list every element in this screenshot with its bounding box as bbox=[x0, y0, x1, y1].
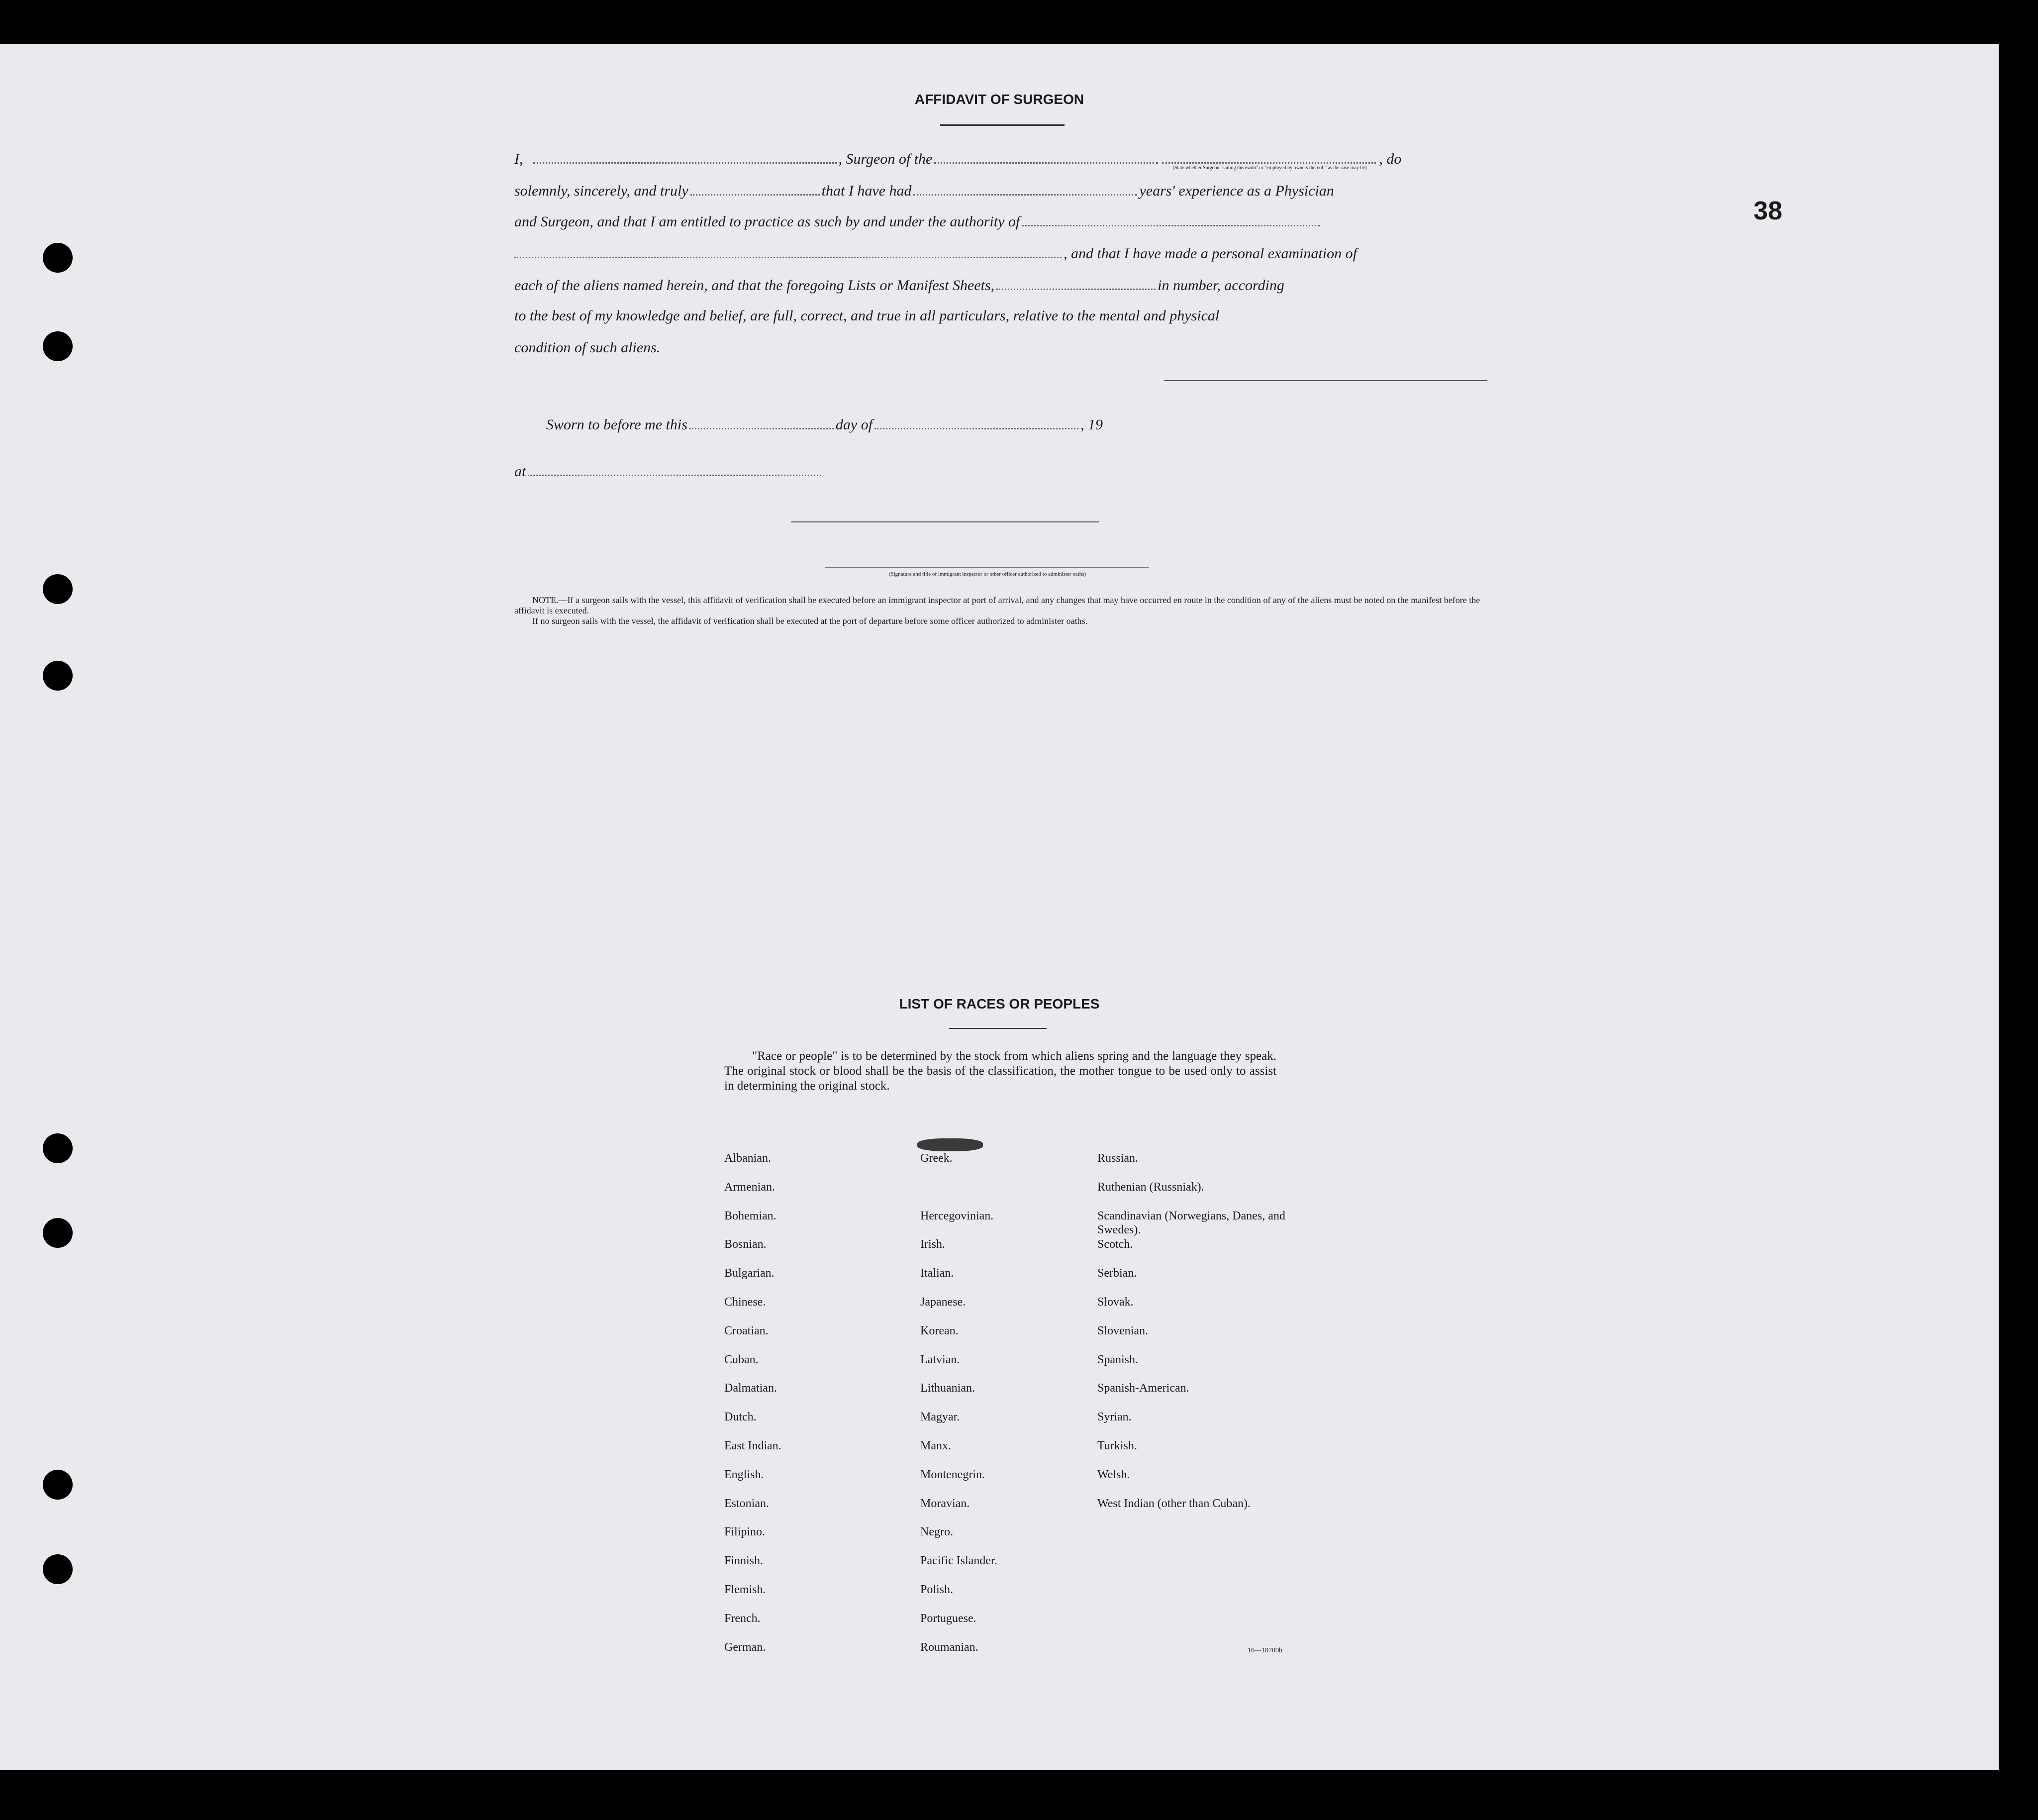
race-item: Syrian. bbox=[1097, 1411, 1132, 1424]
oath-type-field[interactable] bbox=[690, 181, 820, 196]
race-item: Estonian. bbox=[724, 1497, 769, 1510]
punch-hole bbox=[43, 331, 73, 361]
affidavit-line-2: solemnly, sincerely, and truly that I have had years' experience as a Physician bbox=[514, 181, 1489, 201]
surgeon-status-note: (State whether Surgeon "sailing therewith" or "employed by owners thereof," as the case may be) bbox=[1172, 165, 1367, 171]
redaction-smudge bbox=[917, 1138, 983, 1151]
authority-field[interactable] bbox=[1022, 212, 1320, 226]
official-line[interactable] bbox=[791, 521, 1099, 522]
race-item: Lithuanian. bbox=[920, 1382, 975, 1395]
race-item: West Indian (other than Cuban). bbox=[1097, 1497, 1251, 1510]
affidavit-line-7: condition of such aliens. bbox=[514, 339, 661, 356]
race-item: East Indian. bbox=[724, 1439, 781, 1452]
race-item: Moravian. bbox=[920, 1497, 970, 1510]
affidavit-line-3: and Surgeon, and that I am entitled to practice as such by and under the authority of bbox=[514, 212, 1489, 231]
sworn-month-field[interactable] bbox=[874, 415, 1078, 429]
race-item: Montenegrin. bbox=[920, 1468, 985, 1481]
affidavit-line-5: each of the aliens named herein, and that the foregoing Lists or Manifest Sheets, in number, according bbox=[514, 276, 1489, 295]
race-item: Roumanian. bbox=[920, 1640, 978, 1654]
note-paragraph-2: If no surgeon sails with the vessel, the affidavit of verification shall be executed at the port of departure before some officer authorized to administer oaths. bbox=[532, 616, 1088, 626]
race-item: German. bbox=[724, 1640, 766, 1654]
race-item: French. bbox=[724, 1612, 761, 1625]
race-item: Polish. bbox=[920, 1583, 954, 1596]
race-item: Irish. bbox=[920, 1238, 945, 1251]
years-experience-field[interactable] bbox=[913, 181, 1137, 196]
race-item: Spanish-American. bbox=[1097, 1382, 1189, 1395]
race-item: Dutch. bbox=[724, 1411, 757, 1424]
affidavit-title: AFFIDAVIT OF SURGEON bbox=[914, 92, 1084, 107]
race-item: Japanese. bbox=[920, 1296, 966, 1309]
race-item: Latvian. bbox=[920, 1353, 960, 1366]
race-item: Bulgarian. bbox=[724, 1267, 775, 1280]
race-item: Greek. bbox=[920, 1152, 953, 1165]
punch-hole bbox=[43, 1218, 73, 1248]
race-item: Ruthenian (Russniak). bbox=[1097, 1180, 1204, 1194]
punch-hole bbox=[43, 661, 73, 691]
race-item: Bohemian. bbox=[724, 1209, 776, 1222]
race-item: Armenian. bbox=[724, 1180, 775, 1194]
sworn-line: Sworn to before me this day of , 19 bbox=[546, 415, 1521, 434]
affidavit-line-4: , and that I have made a personal examination of bbox=[514, 244, 1489, 263]
signature-caption: (Signature and title of immigrant inspector or other officer authorized to administer oaths) bbox=[888, 571, 1086, 577]
vessel-name-field[interactable] bbox=[934, 149, 1158, 164]
race-item: Slovenian. bbox=[1097, 1324, 1148, 1337]
race-item: English. bbox=[724, 1468, 764, 1481]
surgeon-signature-line[interactable] bbox=[1164, 380, 1487, 381]
race-item: Scandinavian (Norwegians, Danes, and Swedes). bbox=[1097, 1209, 1285, 1236]
race-item: Filipino. bbox=[724, 1525, 766, 1539]
punch-hole bbox=[43, 1133, 73, 1163]
race-item: Finnish. bbox=[724, 1554, 764, 1568]
affidavit-note bbox=[514, 595, 1489, 626]
punch-hole bbox=[43, 243, 73, 273]
race-item: Pacific Islander. bbox=[920, 1554, 997, 1568]
race-item: Albanian. bbox=[724, 1152, 771, 1165]
at-line: at bbox=[514, 462, 1489, 481]
punch-hole bbox=[43, 1554, 73, 1584]
punch-hole bbox=[43, 574, 73, 604]
race-item: Hercegovinian. bbox=[920, 1209, 994, 1222]
race-item: Serbian. bbox=[1097, 1267, 1137, 1280]
sheet-number: 38 bbox=[1753, 197, 1782, 225]
race-item: Flemish. bbox=[724, 1583, 766, 1596]
race-item: Magyar. bbox=[920, 1411, 960, 1424]
race-item: Bosnian. bbox=[724, 1238, 767, 1251]
title-rule bbox=[940, 124, 1065, 126]
sworn-place-field[interactable] bbox=[528, 462, 821, 476]
form-code: 16—18709b bbox=[1248, 1647, 1282, 1654]
affidavit-line-1: I, , Surgeon of the (State whether Surgeon "sailing therewith" or "employed by owners thereof," as the case may be) , do bbox=[514, 149, 1489, 169]
race-item: Russian. bbox=[1097, 1152, 1139, 1165]
inspector-signature-line[interactable] bbox=[825, 567, 1149, 568]
race-item: Italian. bbox=[920, 1267, 954, 1280]
races-title-rule bbox=[949, 1028, 1047, 1029]
surgeon-name-field[interactable] bbox=[533, 149, 837, 164]
race-item: Manx. bbox=[920, 1439, 951, 1452]
races-intro: "Race or people" is to be determined by the stock from which aliens spring and the language they speak. The original stock or blood shall be the basis of the classification, the mother tongue to be used only to assist in determining the original stock. bbox=[724, 1049, 1276, 1093]
race-item: Croatian. bbox=[724, 1324, 769, 1337]
race-item: Korean. bbox=[920, 1324, 959, 1337]
races-title: LIST OF RACES OR PEOPLES bbox=[899, 996, 1100, 1011]
sworn-day-field[interactable] bbox=[689, 415, 834, 429]
race-item: Chinese. bbox=[724, 1296, 766, 1309]
race-item: Negro. bbox=[920, 1525, 953, 1539]
race-item: Welsh. bbox=[1097, 1468, 1130, 1481]
scan-border bbox=[1999, 0, 2038, 1820]
surgeon-status-field[interactable] bbox=[1162, 149, 1376, 164]
race-item: Portuguese. bbox=[920, 1612, 976, 1625]
authority-continued-field[interactable] bbox=[514, 244, 1062, 258]
race-item: Dalmatian. bbox=[724, 1382, 777, 1395]
document-page bbox=[0, 44, 1999, 1770]
race-item: Scotch. bbox=[1097, 1238, 1133, 1251]
race-item: Spanish. bbox=[1097, 1353, 1139, 1366]
sheet-count-field[interactable] bbox=[996, 276, 1156, 290]
race-item: Slovak. bbox=[1097, 1296, 1134, 1309]
race-item: Cuban. bbox=[724, 1353, 759, 1366]
race-item: Turkish. bbox=[1097, 1439, 1137, 1452]
affidavit-line-6: to the best of my knowledge and belief, are full, correct, and true in all particulars, relative to the mental and physical bbox=[514, 307, 1220, 324]
punch-hole bbox=[43, 1470, 73, 1500]
note-paragraph-1: NOTE.—If a surgeon sails with the vessel, this affidavit of verification shall be executed before an immigrant inspector at port of arrival, and any changes that may have occurred en route in the condition of any of the aliens must be noted on the manifest before the affidavit is executed. bbox=[514, 595, 1480, 615]
